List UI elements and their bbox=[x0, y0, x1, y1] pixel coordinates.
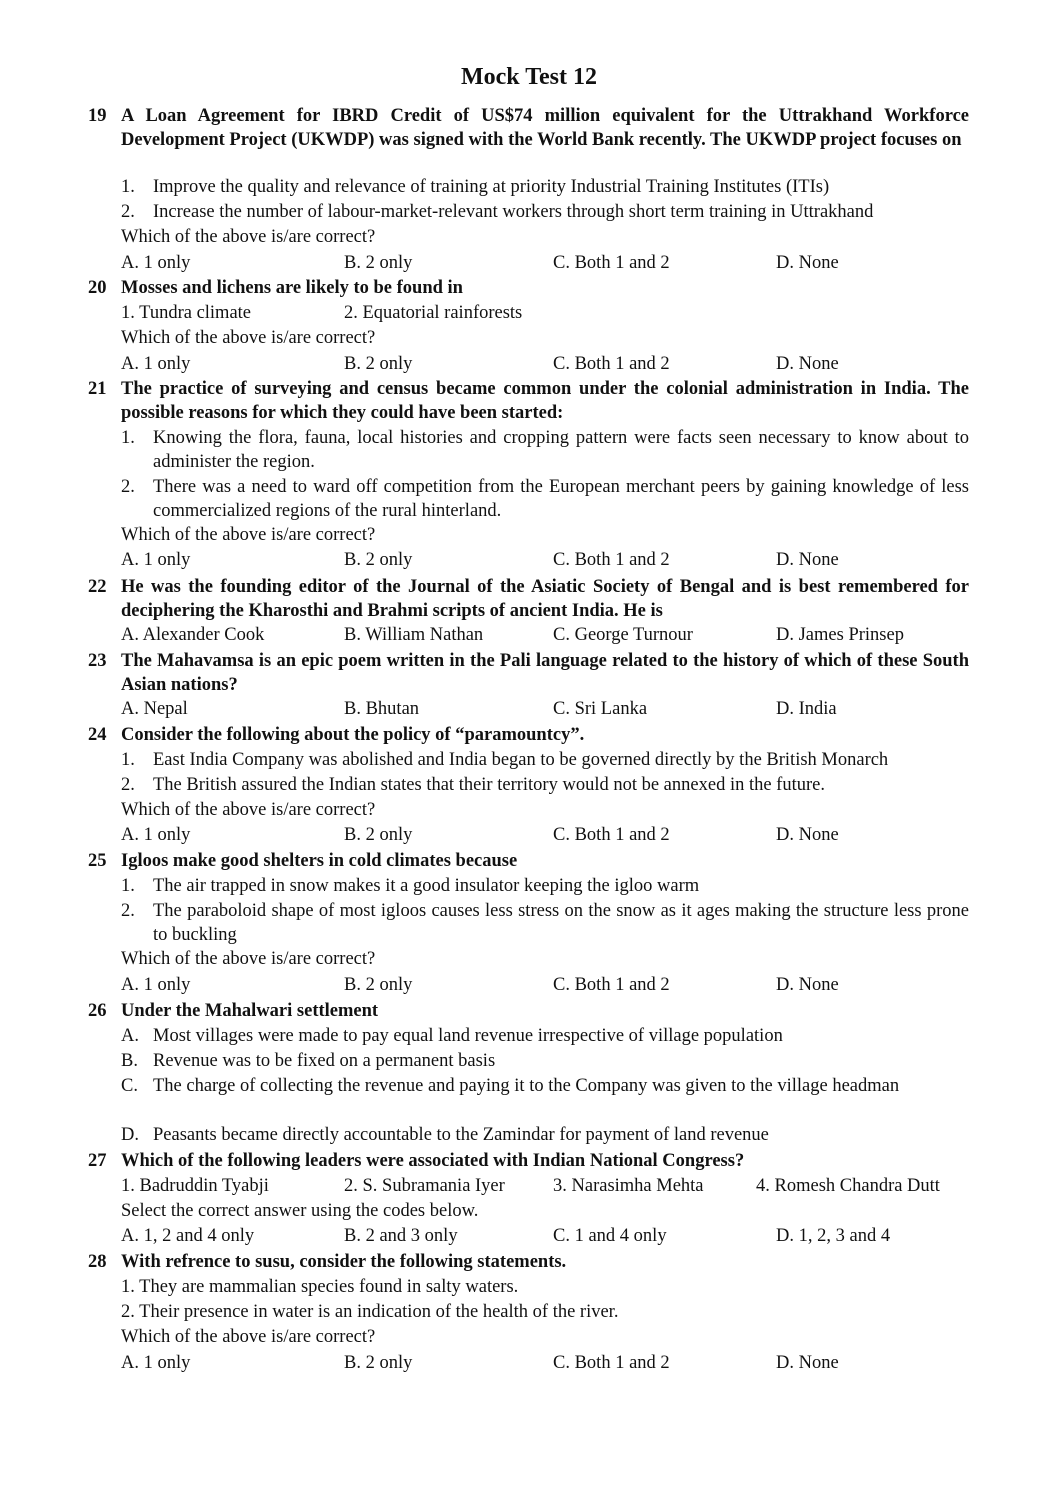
item-2: 2. Equatorial rainforests bbox=[344, 303, 523, 323]
option-c[interactable]: C. 1 and 4 only bbox=[553, 1226, 667, 1246]
statement-text: Increase the number of labour-market-relevant workers through short term training in Uttrakhand bbox=[153, 202, 874, 222]
option-b[interactable]: B. 2 and 3 only bbox=[344, 1226, 458, 1246]
option-a[interactable]: A. 1, 2 and 4 only bbox=[121, 1226, 255, 1246]
statement-marker: 2. bbox=[121, 901, 135, 921]
option-a[interactable]: A. Alexander Cook bbox=[121, 625, 265, 645]
item-1: 1. Badruddin Tyabji bbox=[121, 1176, 269, 1196]
statement-line: 1. They are mammalian species found in salty waters. bbox=[121, 1277, 519, 1297]
question-prompt: Which of the above is/are correct? bbox=[121, 328, 376, 348]
page-title: Mock Test 12 bbox=[460, 64, 597, 90]
question-number: 24 bbox=[88, 725, 107, 745]
statement-text: The air trapped in snow makes it a good insulator keeping the igloo warm bbox=[153, 876, 700, 896]
statement-marker: 1. bbox=[121, 177, 135, 197]
item-1: 1. Tundra climate bbox=[121, 303, 252, 323]
option-c[interactable]: The charge of collecting the revenue and paying it to the Company was given to the village headman bbox=[153, 1076, 900, 1096]
question-prompt: Which of the above is/are correct? bbox=[121, 949, 376, 969]
question-text: He was the founding editor of the Journal of the Asiatic Society of Bengal and is best remembered for deciphering the Kharosthi and Brahmi scripts of ancient India. He is bbox=[121, 577, 969, 621]
option-b[interactable]: B. 2 only bbox=[344, 825, 413, 845]
option-d[interactable]: D. 1, 2, 3 and 4 bbox=[776, 1226, 891, 1246]
statement-marker: 1. bbox=[121, 876, 135, 896]
option-b[interactable]: B. 2 only bbox=[344, 354, 413, 374]
statement-text: Knowing the flora, fauna, local histories and cropping pattern were facts seen necessary to know about to administer the region. bbox=[153, 428, 969, 472]
statement-marker: 1. bbox=[121, 750, 135, 770]
option-a[interactable]: A. 1 only bbox=[121, 354, 191, 374]
statement-line: 2. Their presence in water is an indication of the health of the river. bbox=[121, 1302, 619, 1322]
option-marker-b: B. bbox=[121, 1051, 138, 1071]
question-number: 19 bbox=[88, 106, 107, 126]
option-d[interactable]: Peasants became directly accountable to the Zamindar for payment of land revenue bbox=[153, 1125, 769, 1145]
option-a[interactable]: A. Nepal bbox=[121, 699, 188, 719]
question-text: Igloos make good shelters in cold climates because bbox=[121, 851, 518, 871]
question-number: 20 bbox=[88, 278, 107, 298]
question-text: Under the Mahalwari settlement bbox=[121, 1001, 379, 1021]
option-a[interactable]: Most villages were made to pay equal land revenue irrespective of village population bbox=[153, 1026, 783, 1046]
option-marker-d: D. bbox=[121, 1125, 139, 1145]
question-text: Mosses and lichens are likely to be found in bbox=[121, 278, 463, 298]
question-text: A Loan Agreement for IBRD Credit of US$74 million equivalent for the Uttrakhand Workforce Development Project (UKWDP) was signed with the World Bank recently. The UKWDP project focuses on bbox=[121, 106, 969, 150]
question-number: 25 bbox=[88, 851, 107, 871]
statement-text: Improve the quality and relevance of training at priority Industrial Training Institutes (ITIs) bbox=[153, 177, 830, 197]
option-b[interactable]: Revenue was to be fixed on a permanent basis bbox=[153, 1051, 496, 1071]
option-d[interactable]: D. None bbox=[776, 253, 839, 273]
item-3: 3. Narasimha Mehta bbox=[553, 1176, 704, 1196]
question-prompt: Which of the above is/are correct? bbox=[121, 227, 376, 247]
option-marker-c: C. bbox=[121, 1076, 138, 1096]
statement-marker: 1. bbox=[121, 428, 135, 448]
option-d[interactable]: D. None bbox=[776, 975, 839, 995]
question-text: The Mahavamsa is an epic poem written in the Pali language related to the history of which of these South Asian nations? bbox=[121, 651, 969, 695]
question-prompt: Which of the above is/are correct? bbox=[121, 800, 376, 820]
option-d[interactable]: D. None bbox=[776, 825, 839, 845]
option-c[interactable]: C. Both 1 and 2 bbox=[553, 354, 670, 374]
statement-marker: 2. bbox=[121, 202, 135, 222]
question-text: With refrence to susu, consider the following statements. bbox=[121, 1252, 567, 1272]
option-c[interactable]: C. Both 1 and 2 bbox=[553, 1353, 670, 1373]
option-c[interactable]: C. George Turnour bbox=[553, 625, 693, 645]
question-prompt: Which of the above is/are correct? bbox=[121, 1327, 376, 1347]
option-b[interactable]: B. 2 only bbox=[344, 975, 413, 995]
statement-text: East India Company was abolished and India began to be governed directly by the British Monarch bbox=[153, 750, 889, 770]
statement-marker: 2. bbox=[121, 477, 135, 497]
option-d[interactable]: D. None bbox=[776, 354, 839, 374]
question-text: Which of the following leaders were associated with Indian National Congress? bbox=[121, 1151, 745, 1171]
option-b[interactable]: B. 2 only bbox=[344, 253, 413, 273]
question-text: Consider the following about the policy of “paramountcy”. bbox=[121, 725, 585, 745]
option-b[interactable]: B. William Nathan bbox=[344, 625, 484, 645]
option-c[interactable]: C. Sri Lanka bbox=[553, 699, 648, 719]
option-a[interactable]: A. 1 only bbox=[121, 1353, 191, 1373]
question-number: 22 bbox=[88, 577, 107, 597]
option-c[interactable]: C. Both 1 and 2 bbox=[553, 550, 670, 570]
question-number: 27 bbox=[88, 1151, 107, 1171]
question-prompt: Which of the above is/are correct? bbox=[121, 525, 376, 545]
statement-marker: 2. bbox=[121, 775, 135, 795]
question-text: The practice of surveying and census became common under the colonial administration in India. The possible reasons for which they could have been started: bbox=[121, 379, 969, 423]
option-d[interactable]: D. None bbox=[776, 550, 839, 570]
option-a[interactable]: A. 1 only bbox=[121, 825, 191, 845]
option-d[interactable]: D. James Prinsep bbox=[776, 625, 904, 645]
question-number: 23 bbox=[88, 651, 107, 671]
item-4: 4. Romesh Chandra Dutt bbox=[756, 1176, 940, 1196]
option-b[interactable]: B. 2 only bbox=[344, 550, 413, 570]
option-c[interactable]: C. Both 1 and 2 bbox=[553, 253, 670, 273]
question-number: 26 bbox=[88, 1001, 107, 1021]
option-b[interactable]: B. 2 only bbox=[344, 1353, 413, 1373]
option-c[interactable]: C. Both 1 and 2 bbox=[553, 825, 670, 845]
question-number: 28 bbox=[88, 1252, 107, 1272]
option-marker-a: A. bbox=[121, 1026, 139, 1046]
item-2: 2. S. Subramania Iyer bbox=[344, 1176, 505, 1196]
option-b[interactable]: B. Bhutan bbox=[344, 699, 420, 719]
statement-text: The paraboloid shape of most igloos causes less stress on the snow as it ages making the structure less prone to buckling bbox=[153, 901, 969, 945]
option-d[interactable]: D. None bbox=[776, 1353, 839, 1373]
option-a[interactable]: A. 1 only bbox=[121, 975, 191, 995]
question-number: 21 bbox=[88, 379, 107, 399]
option-a[interactable]: A. 1 only bbox=[121, 253, 191, 273]
option-a[interactable]: A. 1 only bbox=[121, 550, 191, 570]
statement-text: There was a need to ward off competition from the European merchant peers by gaining knowledge of less commercialized regions of the rural hinterland. bbox=[153, 477, 969, 521]
statement-text: The British assured the Indian states that their territory would not be annexed in the future. bbox=[153, 775, 825, 795]
option-c[interactable]: C. Both 1 and 2 bbox=[553, 975, 670, 995]
option-d[interactable]: D. India bbox=[776, 699, 837, 719]
question-prompt: Select the correct answer using the codes below. bbox=[121, 1201, 479, 1221]
